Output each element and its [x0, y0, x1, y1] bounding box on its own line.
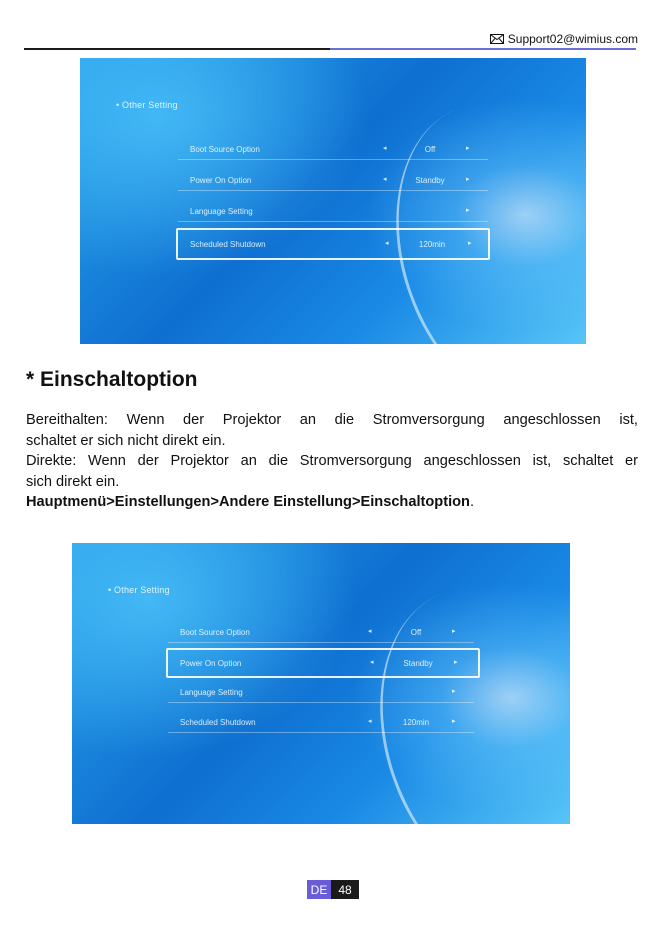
row-label: Language Setting	[190, 207, 253, 216]
row-label: Language Setting	[180, 688, 243, 697]
page-number: 48	[331, 880, 359, 899]
paragraph-standby-line-2: schaltet er sich nicht direkt ein.	[26, 432, 226, 449]
menu-row-power-on	[178, 171, 488, 191]
arrow-left-icon: ◂	[368, 718, 372, 725]
arrow-left-icon: ◂	[383, 145, 387, 152]
settings-screenshot-1	[80, 58, 586, 344]
row-value: Off	[410, 628, 422, 637]
language-code: DE	[307, 880, 331, 899]
menu-title: • Other Setting	[116, 100, 178, 110]
support-email: Support02@wimius.com	[507, 32, 638, 46]
arrow-left-icon: ◂	[370, 659, 374, 666]
navigation-path-text: Hauptmenü>Einstellungen>Andere Einstellung>Einschaltoption	[26, 494, 470, 510]
menu-row-language	[168, 683, 474, 703]
menu-row-scheduled-shutdown	[168, 713, 474, 733]
arrow-right-icon: ▸	[452, 628, 456, 635]
row-label: Boot Source Option	[190, 145, 260, 154]
arrow-right-icon: ▸	[454, 659, 458, 666]
mail-icon	[490, 34, 504, 44]
page-number-badge	[307, 880, 359, 899]
arrow-right-icon: ▸	[468, 240, 472, 247]
arrow-right-icon: ▸	[452, 718, 456, 725]
section-heading: * Einschaltoption	[26, 368, 198, 391]
section-body	[26, 410, 638, 513]
arrow-left-icon: ◂	[368, 628, 372, 635]
row-label: Power On Option	[180, 659, 242, 668]
row-value: Standby	[415, 176, 445, 185]
row-value: Standby	[403, 659, 433, 668]
arrow-left-icon: ◂	[383, 176, 387, 183]
paragraph-standby-line-1: Bereithalten: Wenn der Projektor an die Stromversorgung angeschlossen ist,	[26, 412, 638, 428]
menu-row-power-on	[166, 648, 480, 678]
header-divider	[24, 48, 636, 50]
paragraph-direct-line-2: sich direkt ein.	[26, 473, 120, 490]
menu-row-language	[178, 202, 488, 222]
header-email	[490, 32, 638, 46]
row-label: Power On Option	[190, 176, 252, 185]
row-value: 120min	[402, 718, 430, 727]
menu-row-scheduled-shutdown	[176, 228, 490, 260]
row-label: Scheduled Shutdown	[180, 718, 256, 727]
paragraph-direct-line-1: Direkte: Wenn der Projektor an die Stromversorgung angeschlossen ist, schaltet er	[26, 453, 638, 469]
menu-row-boot-source	[168, 623, 474, 643]
navigation-path-end: .	[469, 494, 475, 510]
row-value: Off	[424, 145, 436, 154]
arrow-right-icon: ▸	[452, 688, 456, 695]
navigation-path	[26, 492, 638, 513]
arrow-left-icon: ◂	[385, 240, 389, 247]
settings-screenshot-2	[72, 543, 570, 824]
row-label: Scheduled Shutdown	[190, 240, 266, 249]
arrow-right-icon: ▸	[466, 145, 470, 152]
arrow-right-icon: ▸	[466, 176, 470, 183]
menu-title: • Other Setting	[108, 585, 170, 595]
arrow-right-icon: ▸	[466, 207, 470, 214]
row-value: 120min	[418, 240, 446, 249]
row-label: Boot Source Option	[180, 628, 250, 637]
menu-row-boot-source	[178, 140, 488, 160]
